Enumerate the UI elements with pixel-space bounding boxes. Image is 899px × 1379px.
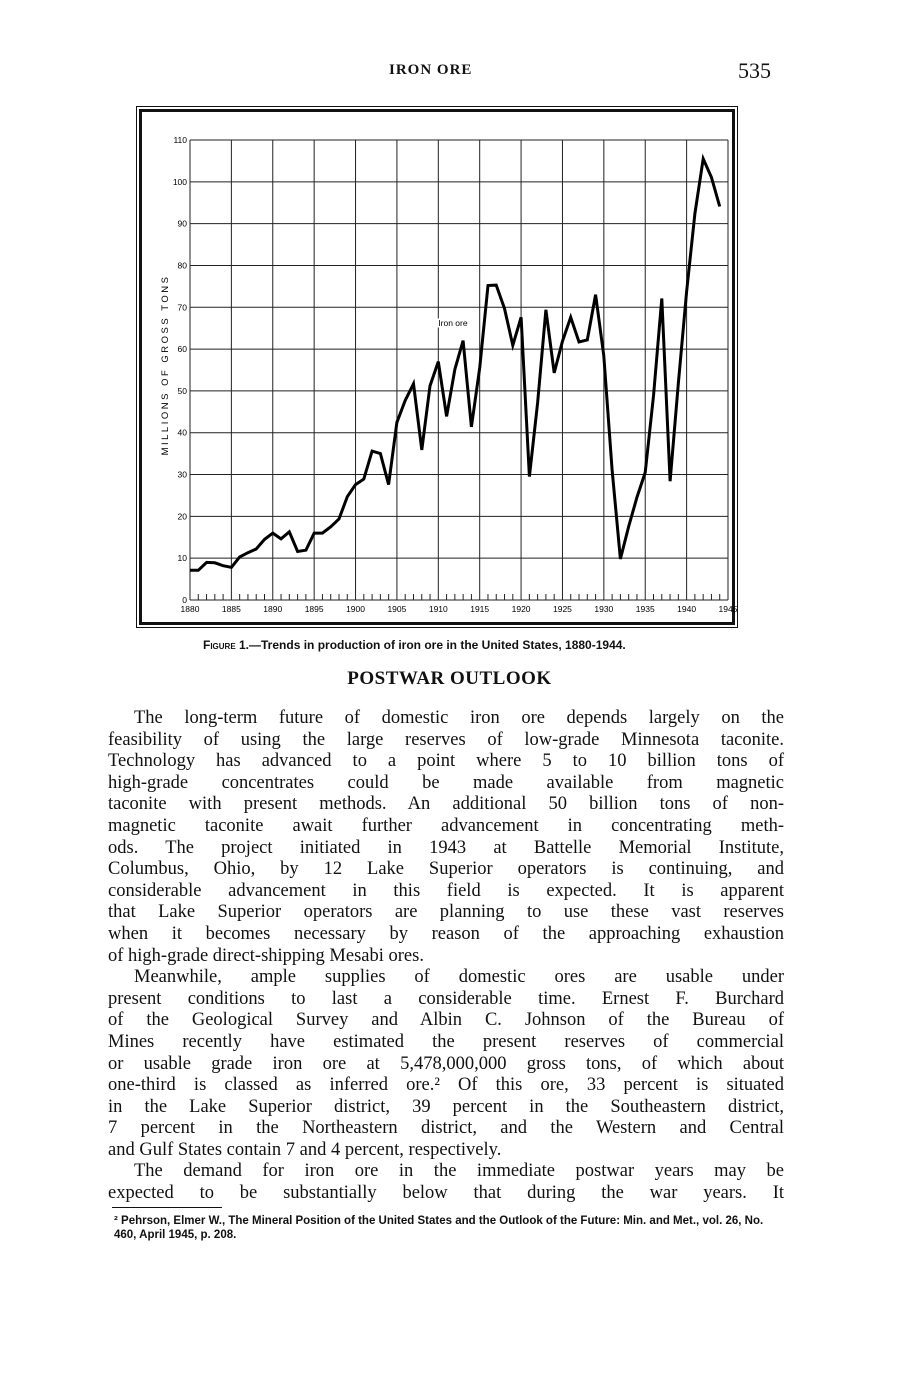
paragraph-1-line: Technology has advanced to a point where 5 to 10 billion tons of [108,751,784,772]
paragraph-2-line: Meanwhile, ample supplies of domestic ores are usable under [134,967,784,988]
running-head: IRON ORE [389,62,473,78]
paragraph-2-line: and Gulf States contain 7 and 4 percent, respectively. [108,1139,502,1160]
x-tick-label: 1920 [511,604,531,614]
paragraph-1-line: high-grade concentrates could be made available from magnetic [108,772,784,793]
y-tick-label: 0 [182,595,187,605]
paragraph-1-line: that Lake Superior operators are planning to use these vast reserves [108,902,784,923]
x-tick-label: 1905 [387,604,407,614]
y-tick-label: 10 [177,553,187,564]
series-label-iron-ore: Iron ore [438,318,468,329]
y-tick-label: 20 [177,511,187,522]
y-tick-label: 80 [177,260,187,271]
y-tick-label: 30 [177,469,187,480]
figure-frame [139,109,738,625]
y-tick-label: 110 [173,135,187,145]
x-tick-label: 1935 [635,604,655,614]
x-tick-label: 1910 [428,604,448,614]
paragraph-1-line: feasibility of using the large reserves of low-grade Minnesota taconite. [108,729,784,750]
figure-caption-label: Figure 1. [203,638,250,652]
y-tick-label: 100 [172,176,187,187]
paragraph-3-line: expected to be substantially below that during the war years. It [108,1183,784,1204]
iron-ore-production-chart [142,112,738,622]
paragraph-1-line: when it becomes necessary by reason of the approaching exhaustion [108,923,784,944]
paragraph-1-line: The long-term future of domestic iron ore depends largely on the [134,708,784,728]
paragraph-2-line: Mines recently have estimated the present reserves of commercial [108,1031,784,1052]
footnote: ² Pehrson, Elmer W., The Mineral Position of the United States and the Outlook of the Future: Min. and Met., vol. 26, No. 460, April 1945, p. 208. [114,1215,764,1241]
x-tick-label: 1900 [346,604,365,614]
y-tick-label: 70 [177,302,187,313]
paragraph-2-line: in the Lake Superior district, 39 percent in the Southeastern district, [108,1096,784,1117]
paragraph-2-line: 7 percent in the Northeastern district, and the Western and Central [108,1118,784,1139]
x-tick-label: 1895 [304,604,324,614]
paragraph-1-line: considerable advancement in this field is expected. It is apparent [108,880,784,901]
y-tick-label: 40 [177,427,187,438]
section-heading: POSTWAR OUTLOOK [347,668,552,689]
y-tick-label: 50 [177,385,187,396]
paragraph-2-line: one-third is classed as inferred ore.² Of this ore, 33 percent is situated [108,1075,784,1096]
x-tick-label: 1945 [718,604,738,614]
figure-caption-text: —Trends in production of iron ore in the United States, 1880-1944. [249,638,626,652]
x-tick-label: 1930 [594,604,614,614]
series-line-iron-ore [190,159,720,571]
paragraph-2-line: or usable grade iron ore at 5,478,000,000 gross tons, of which about [108,1053,784,1074]
paragraph-2-line: of the Geological Survey and Albin C. Johnson of the Bureau of [108,1010,784,1031]
paragraph-2-line: present conditions to last a considerable time. Ernest F. Burchard [108,988,784,1009]
y-axis-label: MILLIONS OF GROSS TONS [160,274,171,456]
figure-caption [203,638,626,652]
paragraph-1-line: ods. The project initiated in 1943 at Battelle Memorial Institute, [108,837,784,858]
x-tick-label: 1880 [180,604,200,614]
paragraph-1-line: magnetic taconite await further advancement in concentrating meth- [108,815,784,836]
x-tick-label: 1940 [677,604,697,614]
x-tick-label: 1890 [263,604,283,614]
x-tick-label: 1885 [221,604,241,614]
body-text [108,708,784,1205]
paragraph-1-line: Columbus, Ohio, by 12 Lake Superior operators is continuing, and [108,859,784,880]
page-number: 535 [738,58,771,83]
y-tick-label: 60 [177,344,187,355]
paragraph-3-line: The demand for iron ore in the immediate postwar years may be [134,1161,784,1182]
x-tick-label: 1925 [553,604,572,614]
footnote-rule [112,1207,222,1208]
y-tick-label: 90 [177,218,187,229]
x-tick-label: 1915 [470,604,490,614]
paragraph-1-line: of high-grade direct-shipping Mesabi ores. [108,945,424,966]
paragraph-1-line: taconite with present methods. An additional 50 billion tons of non- [108,794,784,815]
